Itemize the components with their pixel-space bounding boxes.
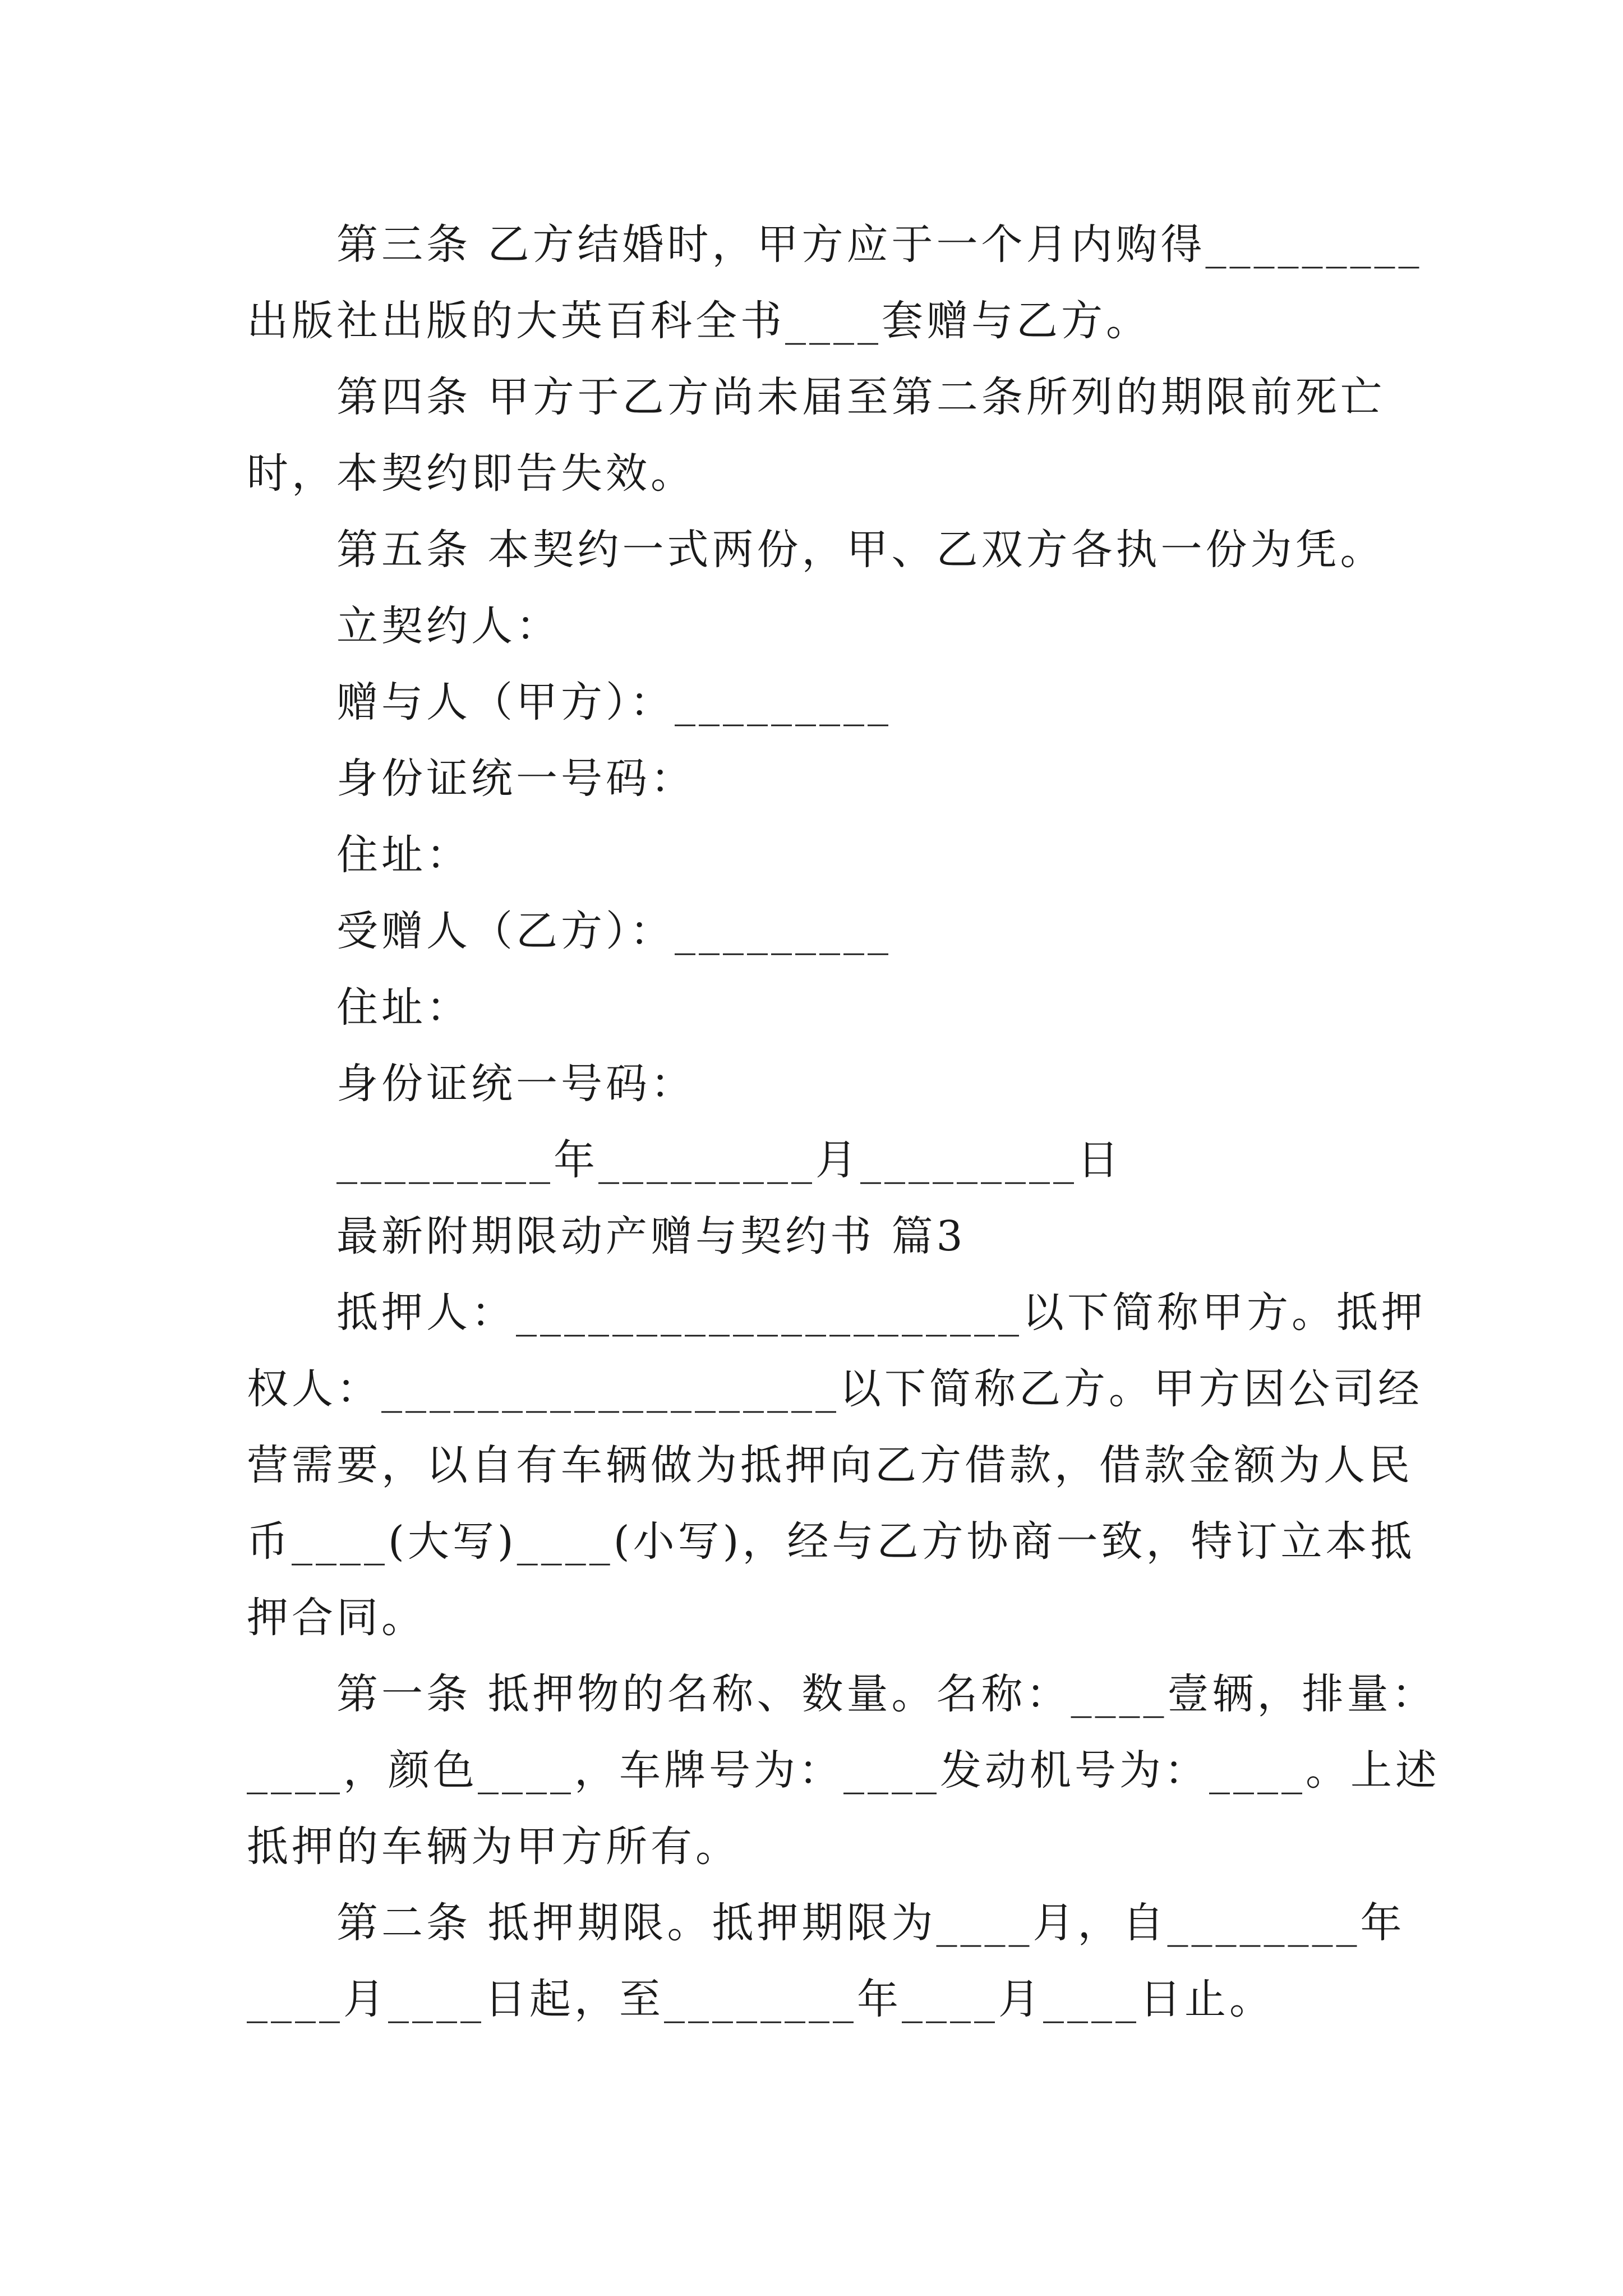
donor-field: 赠与人（甲方）：_________	[336, 678, 892, 726]
article-1-line-3: 抵押的车辆为甲方所有。	[247, 1823, 740, 1871]
clause-4-line-1: 第四条 甲方于乙方尚未届至第二条所列的期限前死亡	[336, 373, 1385, 421]
date-field: _________年_________月_________日	[336, 1136, 1122, 1184]
mortgage-intro-line-1: 抵押人：_____________________以下简称甲方。抵押	[336, 1289, 1426, 1337]
clause-3-line-2: 出版社出版的大英百科全书____套赠与乙方。	[247, 297, 1151, 345]
clause-5-line: 第五条 本契约一式两份，甲、乙双方各执一份为凭。	[336, 526, 1385, 574]
signatories-label: 立契约人：	[336, 602, 561, 650]
document-body	[247, 206, 1440, 2037]
clause-4-line-2: 时，本契约即告失效。	[247, 449, 695, 498]
donee-id-field: 身份证统一号码：	[336, 1060, 695, 1108]
donee-address-field: 住址：	[336, 983, 471, 1032]
mortgage-intro-line-3: 营需要，以自有车辆做为抵押向乙方借款，借款金额为人民	[247, 1441, 1413, 1489]
mortgage-intro-line-2: 权人：___________________以下简称乙方。甲方因公司经	[247, 1365, 1423, 1413]
clause-3-line-1: 第三条 乙方结婚时，甲方应于一个月内购得_________	[336, 220, 1423, 269]
section-heading: 最新附期限动产赠与契约书 篇3	[336, 1212, 966, 1260]
article-2-line-2: ____月____日起，至________年____月____日止。	[247, 1975, 1274, 2023]
mortgage-intro-line-5: 押合同。	[247, 1594, 426, 1642]
article-1-line-1: 第一条 抵押物的名称、数量。名称：____壹辆，排量：	[336, 1670, 1437, 1718]
donee-field: 受赠人（乙方）：_________	[336, 907, 892, 955]
article-1-line-2: ____，颜色____，车牌号为：____发动机号为：____。上述	[247, 1746, 1440, 1795]
mortgage-intro-line-4: 币____(大写)____(小写)，经与乙方协商一致，特订立本抵	[247, 1517, 1415, 1566]
donor-address-field: 住址：	[336, 831, 471, 879]
article-2-line-1: 第二条 抵押期限。抵押期限为____月，自________年	[336, 1899, 1405, 1947]
donor-id-field: 身份证统一号码：	[336, 754, 695, 803]
